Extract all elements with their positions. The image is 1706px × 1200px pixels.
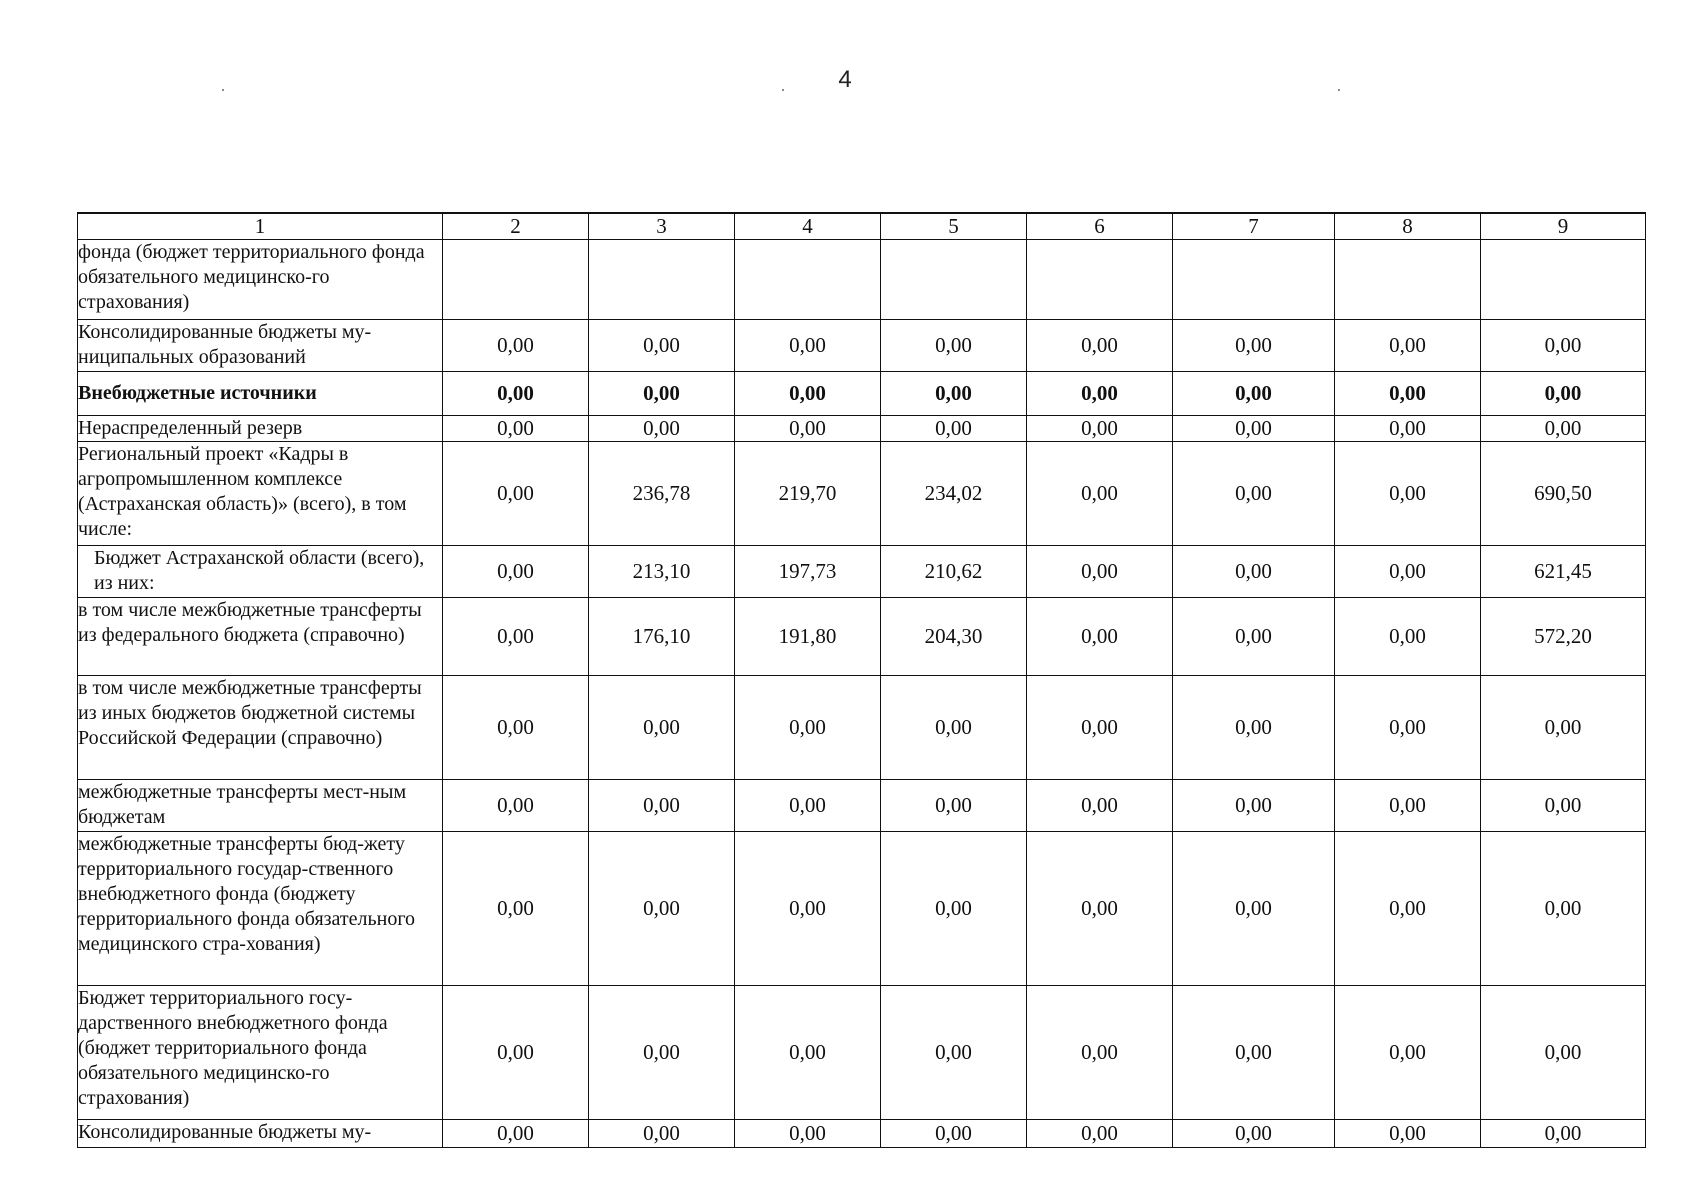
cell-value: 0,00 xyxy=(1335,676,1481,780)
cell-value: 0,00 xyxy=(881,832,1027,986)
scan-speck xyxy=(782,89,784,91)
cell-value: 0,00 xyxy=(1027,416,1173,442)
column-number: 7 xyxy=(1173,213,1335,240)
table-row xyxy=(78,320,1646,372)
cell-value: 191,80 xyxy=(735,598,881,676)
column-number: 9 xyxy=(1481,213,1646,240)
cell-value: 0,00 xyxy=(1173,320,1335,372)
cell-value: 0,00 xyxy=(1027,676,1173,780)
cell-value: 0,00 xyxy=(1173,546,1335,598)
cell-value: 0,00 xyxy=(1481,832,1646,986)
cell-value: 0,00 xyxy=(1027,986,1173,1120)
cell-value: 0,00 xyxy=(1173,372,1335,416)
cell-value: 0,00 xyxy=(1173,416,1335,442)
cell-value: 0,00 xyxy=(1027,1120,1173,1148)
cell-value: 0,00 xyxy=(589,416,735,442)
table-row xyxy=(78,416,1646,442)
cell-value: 213,10 xyxy=(589,546,735,598)
table-row xyxy=(78,986,1646,1120)
cell-value: 0,00 xyxy=(735,986,881,1120)
table-row xyxy=(78,1120,1646,1148)
table-row xyxy=(78,240,1646,320)
cell-value: 0,00 xyxy=(1335,1120,1481,1148)
cell-value: 0,00 xyxy=(1173,986,1335,1120)
cell-value: 0,00 xyxy=(1335,320,1481,372)
column-number: 5 xyxy=(881,213,1027,240)
cell-value: 234,02 xyxy=(881,442,1027,546)
cell-value: 0,00 xyxy=(1335,832,1481,986)
row-label: Консолидированные бюджеты му-ниципальных образований xyxy=(78,320,443,372)
scan-speck xyxy=(1338,89,1340,91)
cell-value: 0,00 xyxy=(1481,416,1646,442)
cell-value: 0,00 xyxy=(735,1120,881,1148)
cell-value: 0,00 xyxy=(735,372,881,416)
cell-value: 0,00 xyxy=(881,320,1027,372)
cell-value xyxy=(589,240,735,320)
cell-value: 0,00 xyxy=(589,676,735,780)
row-label: Нераспределенный резерв xyxy=(78,416,443,442)
cell-value: 0,00 xyxy=(881,416,1027,442)
cell-value: 0,00 xyxy=(1481,986,1646,1120)
column-number: 4 xyxy=(735,213,881,240)
cell-value: 0,00 xyxy=(589,986,735,1120)
cell-value: 0,00 xyxy=(1173,676,1335,780)
cell-value: 219,70 xyxy=(735,442,881,546)
cell-value: 197,73 xyxy=(735,546,881,598)
cell-value: 621,45 xyxy=(1481,546,1646,598)
scan-speck xyxy=(222,89,224,91)
table-row xyxy=(78,546,1646,598)
column-number: 1 xyxy=(78,213,443,240)
cell-value: 0,00 xyxy=(1027,780,1173,832)
table-row xyxy=(78,676,1646,780)
cell-value: 0,00 xyxy=(1335,780,1481,832)
row-label: в том числе межбюджетные трансферты из иных бюджетов бюджетной системы Российской Федерации (справочно) xyxy=(78,676,443,780)
cell-value: 210,62 xyxy=(881,546,1027,598)
cell-value: 0,00 xyxy=(443,598,589,676)
cell-value: 0,00 xyxy=(589,372,735,416)
cell-value: 0,00 xyxy=(1481,780,1646,832)
row-label: Бюджет Астраханской области (всего), из них: xyxy=(78,546,443,598)
cell-value: 0,00 xyxy=(881,986,1027,1120)
cell-value: 0,00 xyxy=(735,780,881,832)
cell-value: 0,00 xyxy=(1027,598,1173,676)
cell-value: 0,00 xyxy=(1173,442,1335,546)
table-row xyxy=(78,442,1646,546)
cell-value xyxy=(735,240,881,320)
row-label: фонда (бюджет территориального фонда обязательного медицинско-го страхования) xyxy=(78,240,443,320)
cell-value: 0,00 xyxy=(1027,546,1173,598)
row-label: Внебюджетные источники xyxy=(78,372,443,416)
cell-value: 0,00 xyxy=(1173,832,1335,986)
cell-value: 0,00 xyxy=(589,1120,735,1148)
cell-value: 0,00 xyxy=(443,832,589,986)
cell-value: 0,00 xyxy=(1481,676,1646,780)
row-label: межбюджетные трансферты мест-ным бюджетам xyxy=(78,780,443,832)
cell-value: 0,00 xyxy=(881,676,1027,780)
cell-value: 236,78 xyxy=(589,442,735,546)
page-number: 4 xyxy=(838,66,852,93)
cell-value: 0,00 xyxy=(443,676,589,780)
cell-value: 0,00 xyxy=(1173,780,1335,832)
cell-value: 0,00 xyxy=(589,320,735,372)
row-label: межбюджетные трансферты бюд-жету территориального государ-ственного внебюджетного фонда (бюджету территориального фонда обязательного медицинского стра-хования) xyxy=(78,832,443,986)
cell-value: 0,00 xyxy=(1027,320,1173,372)
cell-value: 0,00 xyxy=(881,780,1027,832)
budget-table xyxy=(77,212,1646,1148)
cell-value xyxy=(443,240,589,320)
cell-value: 0,00 xyxy=(589,832,735,986)
cell-value: 0,00 xyxy=(1173,598,1335,676)
column-number: 6 xyxy=(1027,213,1173,240)
cell-value: 0,00 xyxy=(443,1120,589,1148)
cell-value: 204,30 xyxy=(881,598,1027,676)
table-row xyxy=(78,832,1646,986)
cell-value: 0,00 xyxy=(1027,832,1173,986)
cell-value: 0,00 xyxy=(881,1120,1027,1148)
cell-value xyxy=(881,240,1027,320)
cell-value xyxy=(1027,240,1173,320)
cell-value: 0,00 xyxy=(443,442,589,546)
cell-value: 0,00 xyxy=(1335,546,1481,598)
column-number-row xyxy=(78,213,1646,240)
cell-value: 0,00 xyxy=(443,780,589,832)
cell-value xyxy=(1335,240,1481,320)
cell-value: 572,20 xyxy=(1481,598,1646,676)
cell-value: 0,00 xyxy=(735,416,881,442)
row-label: Региональный проект «Кадры в агропромышленном комплексе (Астраханская область)» (всего), в том числе: xyxy=(78,442,443,546)
cell-value: 0,00 xyxy=(735,832,881,986)
cell-value: 176,10 xyxy=(589,598,735,676)
cell-value: 0,00 xyxy=(443,372,589,416)
cell-value: 0,00 xyxy=(1335,598,1481,676)
cell-value: 0,00 xyxy=(443,320,589,372)
cell-value: 0,00 xyxy=(735,676,881,780)
cell-value: 0,00 xyxy=(1027,372,1173,416)
cell-value: 0,00 xyxy=(1481,1120,1646,1148)
cell-value: 0,00 xyxy=(443,546,589,598)
cell-value: 0,00 xyxy=(1335,442,1481,546)
cell-value: 0,00 xyxy=(735,320,881,372)
cell-value xyxy=(1481,240,1646,320)
cell-value: 0,00 xyxy=(1027,442,1173,546)
row-label: Бюджет территориального госу-дарственного внебюджетного фонда (бюджет территориального фонда обязательного медицинско-го страхования) xyxy=(78,986,443,1120)
cell-value: 0,00 xyxy=(1335,986,1481,1120)
cell-value: 0,00 xyxy=(589,780,735,832)
column-number: 3 xyxy=(589,213,735,240)
cell-value: 0,00 xyxy=(443,416,589,442)
cell-value: 690,50 xyxy=(1481,442,1646,546)
cell-value: 0,00 xyxy=(881,372,1027,416)
table-row xyxy=(78,780,1646,832)
table-body xyxy=(78,240,1646,1148)
row-label: в том числе межбюджетные трансферты из федерального бюджета (справочно) xyxy=(78,598,443,676)
column-number: 2 xyxy=(443,213,589,240)
cell-value: 0,00 xyxy=(1481,372,1646,416)
cell-value: 0,00 xyxy=(1173,1120,1335,1148)
column-number: 8 xyxy=(1335,213,1481,240)
cell-value: 0,00 xyxy=(1335,372,1481,416)
cell-value: 0,00 xyxy=(1481,320,1646,372)
cell-value: 0,00 xyxy=(1335,416,1481,442)
row-label: Консолидированные бюджеты му- xyxy=(78,1120,443,1148)
cell-value: 0,00 xyxy=(443,986,589,1120)
table-row xyxy=(78,372,1646,416)
table-row xyxy=(78,598,1646,676)
cell-value xyxy=(1173,240,1335,320)
